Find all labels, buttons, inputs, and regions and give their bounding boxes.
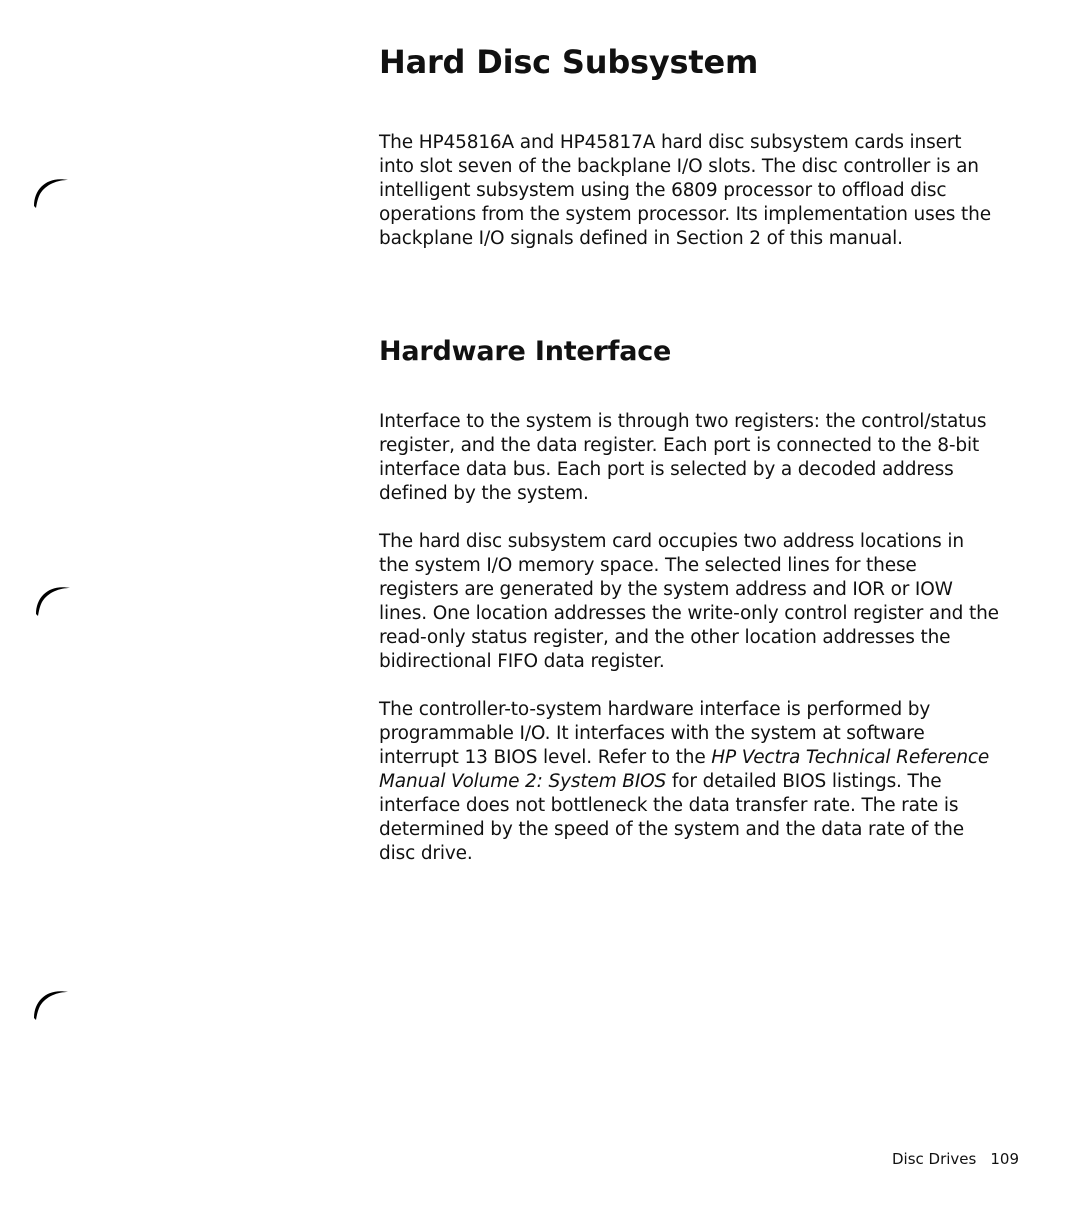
section-title: Hard Disc Subsystem: [379, 43, 759, 81]
interface-paragraph-3: [379, 698, 999, 866]
subsection-title: Hardware Interface: [379, 336, 672, 367]
paragraph-3-text-end: for detailed BIOS listings. The interface does not bottleneck the data transfer rate. The rate is determined by the speed of the system and the data rate of the disc drive.: [379, 771, 964, 864]
page-content: [379, 40, 999, 866]
binder-punch-mark-middle: [32, 578, 72, 618]
paragraph-3-text-start: The controller-to-system hardware interface is performed by programmable I/O. It interfaces with the system at software interrupt 13 BIOS level. Refer to the: [379, 699, 931, 768]
interface-paragraph-1: Interface to the system is through two registers: the control/status register, and the data register. Each port is connected to the 8-bit interface data bus. Each port is selected by a decoded address defined by the system.: [379, 411, 987, 504]
page-number: 109: [990, 1150, 1019, 1168]
reference-manual-title: HP Vectra Technical Reference Manual Volume 2: System BIOS: [379, 747, 990, 792]
binder-punch-mark-top: [30, 170, 70, 210]
binder-punch-mark-bottom: [30, 982, 70, 1022]
page-footer: [892, 1150, 1019, 1168]
footer-chapter: Disc Drives: [892, 1150, 977, 1168]
interface-paragraph-2: The hard disc subsystem card occupies two address locations in the system I/O memory space. The selected lines for these registers are generated by the system address and IOR or IOW lines. One location addresses the write-only control register and the read-only status register, and the other location addresses the bidirectional FIFO data register.: [379, 531, 999, 672]
section-paragraph: The HP45816A and HP45817A hard disc subsystem cards insert into slot seven of the backplane I/O slots. The disc controller is an intelligent subsystem using the 6809 processor to offload disc operations from the system processor. Its implementation uses the backplane I/O signals defined in Section 2 of this manual.: [379, 132, 991, 249]
